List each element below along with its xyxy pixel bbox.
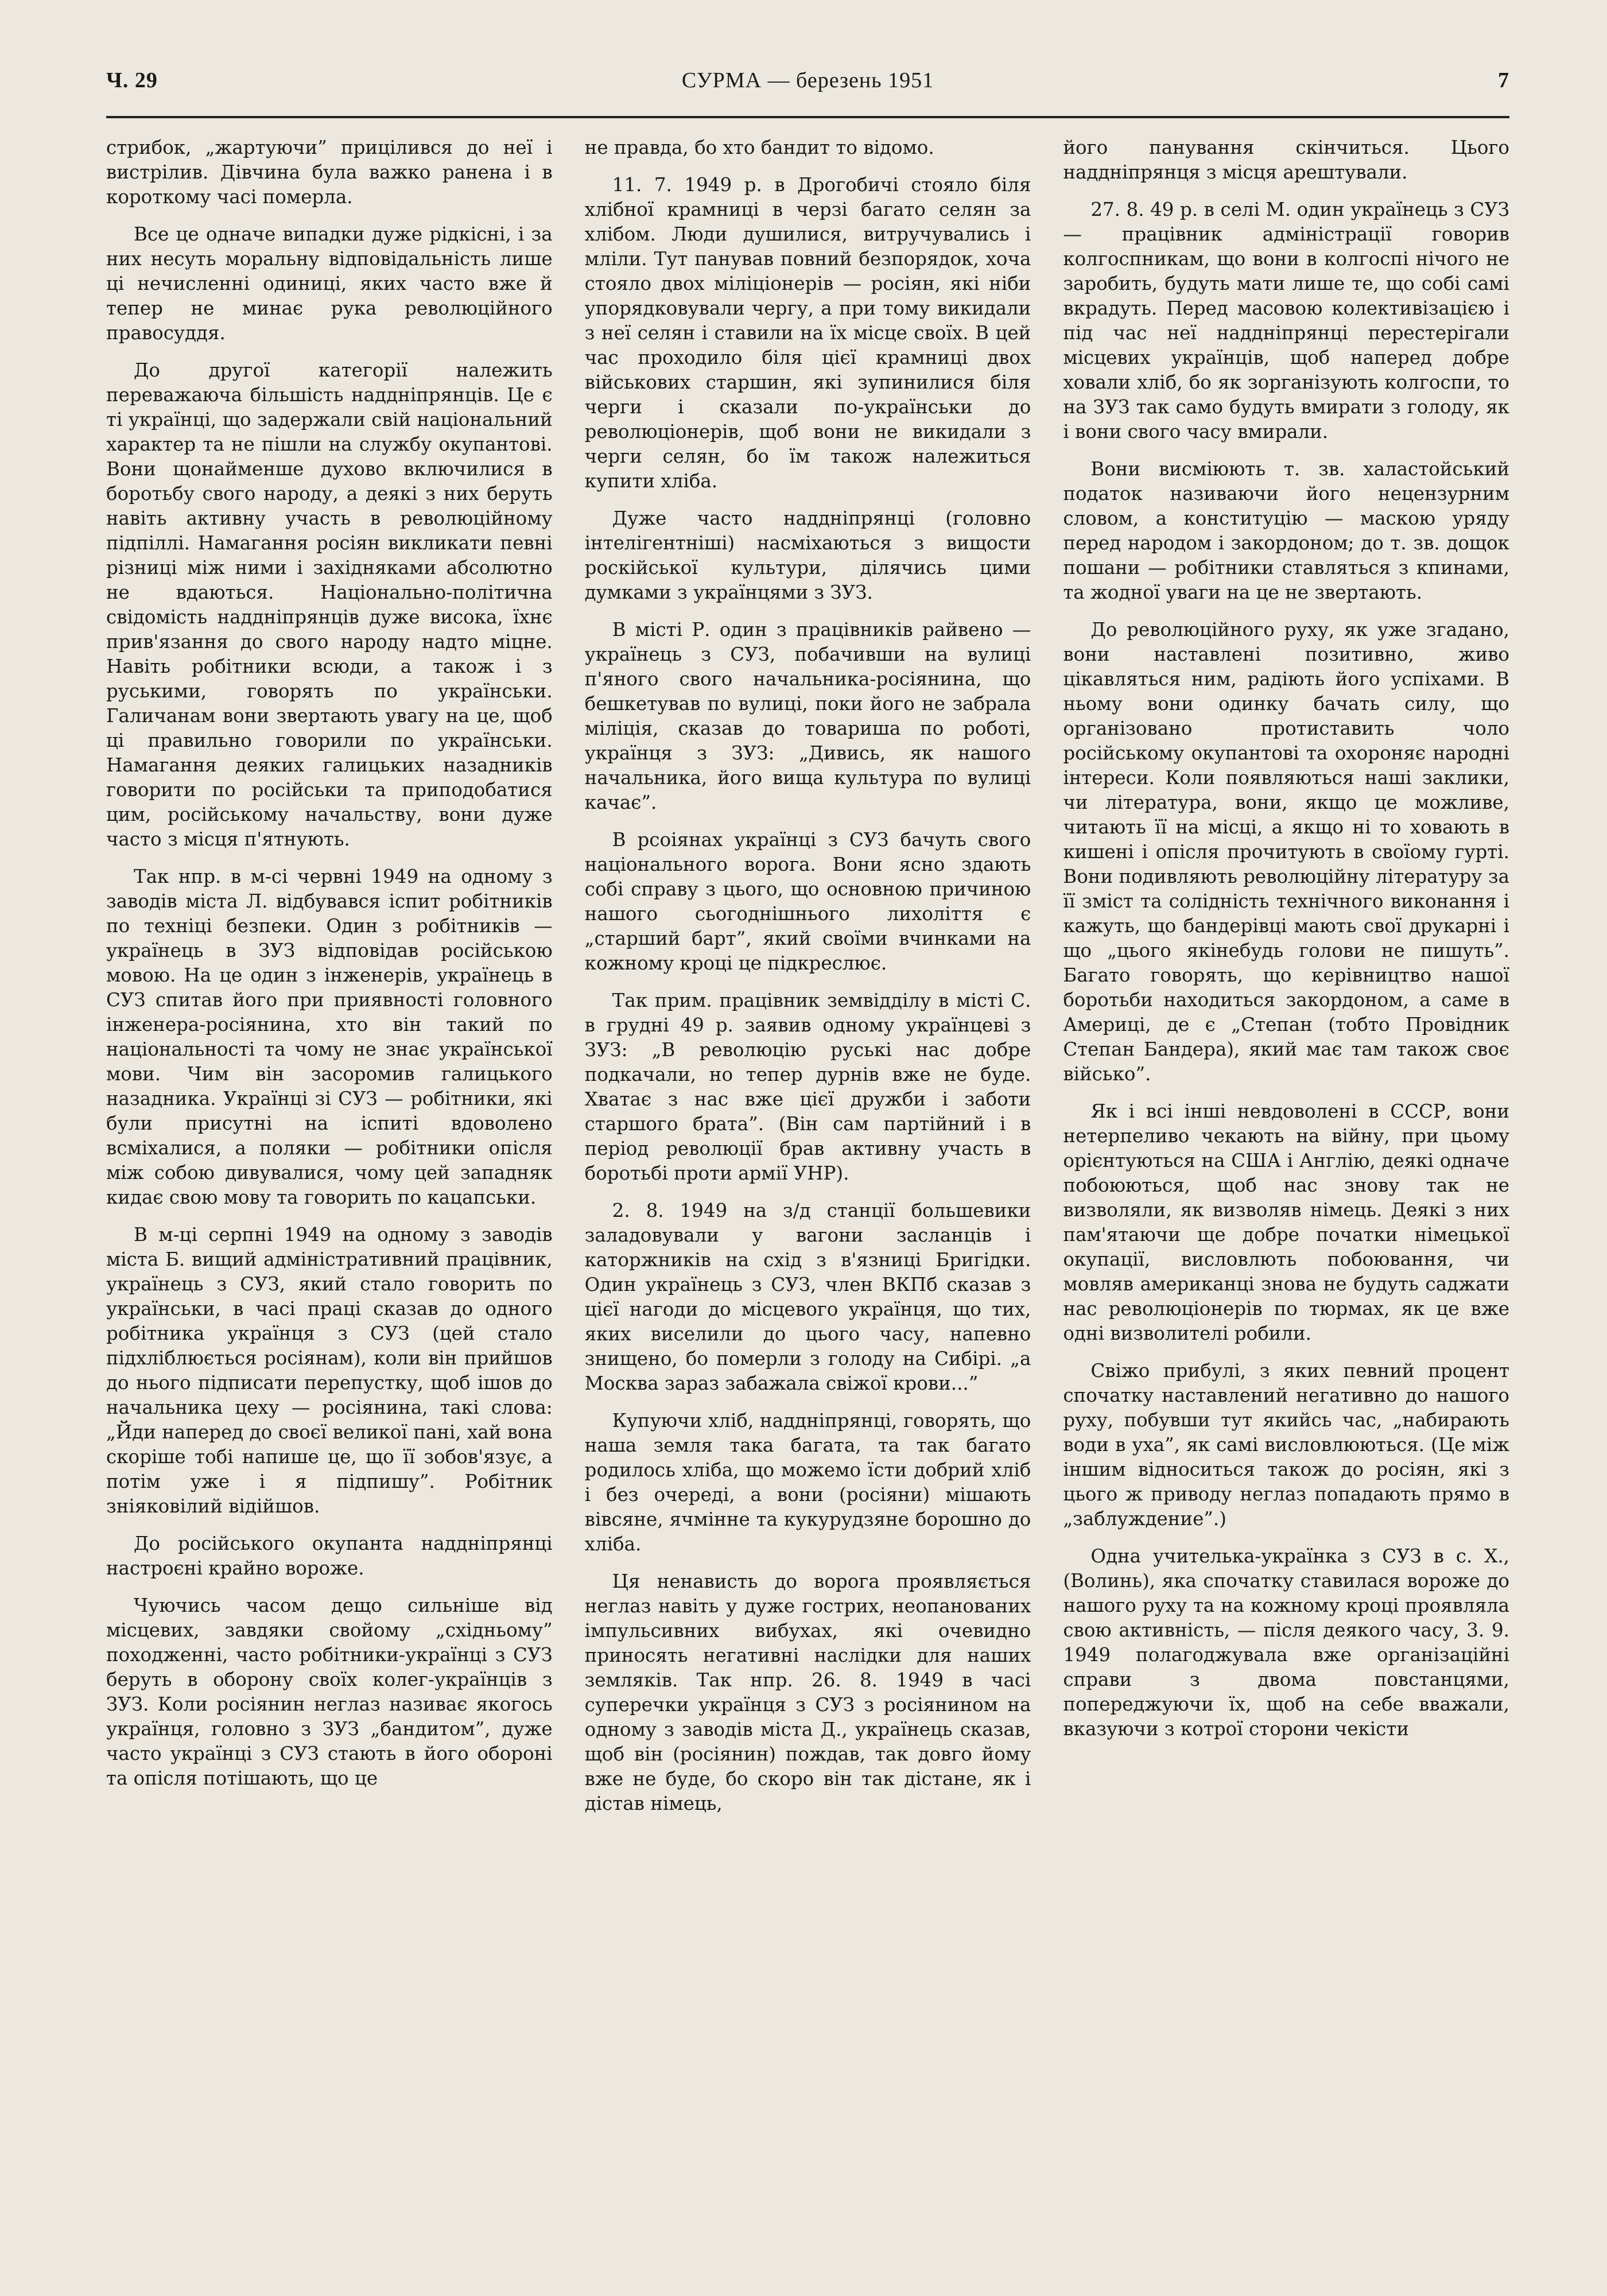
- paragraph: не правда, бо хто бандит то відомо.: [584, 137, 934, 158]
- paragraph: Все це одначе випадки дуже рідкісні, і за них несуть моральну відповідальність лише ці нечисленні одиниці, яких часто вже й тепер не минає рука революційного правосуддя.: [106, 223, 553, 344]
- page-number: 7: [1498, 68, 1509, 92]
- paragraph: стрибок, „жартуючи” прицілився до неї і вистрілив. Дівчина була важко ранена і в короткому часі померла.: [106, 137, 553, 208]
- paragraph: його панування скінчиться. Цього наддніпрянця з місця арештували.: [1063, 137, 1509, 183]
- paragraph: 27. 8. 49 р. в селі М. один українець з СУЗ — працівник адміністрації говорив колгоспникам, що вони в колгоспі нічого не заробить, будуть мати лише те, що собі самі вкрадуть. Перед масовою колективізацією і під час неї наддніпрянці перестерігали місцевих українців, щоб наперед добре ховали хліб, бо як зорганізують колгоспи, то на ЗУЗ так само будуть вмирати з голоду, як і вони свого часу вмирали.: [1063, 199, 1509, 443]
- paragraph: Так нпр. в м-сі червні 1949 на одному з заводів міста Л. відбувався іспит робітників по техніці безпеки. Один з робітників — українець в ЗУЗ відповідав російською мовою. На це один з інженерів, українець в СУЗ спитав його при приявності головного інженера-росіянина, хто він такий по національності та чому не знає української мови. Чим він засоромив галицького назадника. Українці зі СУЗ — робітники, які були присутні на іспиті вдоволено всміхалися, а поляки — робітники опісля між собою дивувалися, чому цей западняк кидає свою мову та говорить по кацапськи.: [106, 866, 553, 1208]
- paragraph: В рсоіянах українці з СУЗ бачуть свого національного ворога. Вони ясно здають собі справу з цього, що основною причиною нашого сьогоднішнього лихоліття є „старший барт”, який своїми вчинками на кожному кроці це підкреслює.: [584, 829, 1031, 974]
- masthead-date: СУРМА — березень 1951: [681, 68, 934, 92]
- column-1: [106, 135, 553, 2259]
- paragraph: Одна учителька-українка з СУЗ в с. Х., (Волинь), яка спочатку ставилася вороже до нашого руху та на кожному кроці проявляла свою активність, — після деякого часу, 3. 9. 1949 полагоджувала вже організаційні справи з двома повстанцями, попереджуючи їх, щоб на себе вважали, вказуючи з котрої сторони чекісти: [1063, 1545, 1509, 1740]
- column-3: [1063, 135, 1509, 2259]
- column-2: [585, 135, 1031, 2259]
- paragraph: Чуючись часом дещо сильніше від місцевих, завдяки свойому „східньому” походженні, часто робітники-українці з СУЗ беруть в оборону своїх колег-українців з ЗУЗ. Коли росіянин неглаз називає якогось українця, головно з ЗУЗ „бандитом”, дуже часто українці з СУЗ стають в його обороні та опісля потішають, що це: [106, 1595, 553, 1789]
- paragraph: В м-ці серпні 1949 на одному з заводів міста Б. вищий адміністративний працівник, українець з СУЗ, який стало говорить по українськи, в часі праці сказав до одного робітника українця з СУЗ (цей стало підхліблюється росіянам), коли він прийшов до нього підписати перепустку, щоб ішов до начальника цеху — росіянина, такі слова: „Йди наперед до своєї великої пані, хай вона скоріше тобі напише це, що її зобов'язує, а потім уже і я підпишу”. Робітник зніяковілий відійшов.: [106, 1224, 553, 1517]
- paragraph: 2. 8. 1949 на з/д станції большевики заладовували у вагони засланців і каторжників на схід з в'язниці Бригідки. Один українець з СУЗ, член ВКПб сказав з цієї нагоди до місцевого українця, що тих, яких виселили до цього часу, напевно знищено, бо померли з голоду на Сибірі. „а Москва зараз забажала свіжої крови...”: [584, 1200, 1031, 1394]
- paragraph: Ця ненависть до ворога проявляється неглаз навіть у дуже гострих, неопанованих імпульсивних вибухах, які очевидно приносять негативні наслідки для наших земляків. Так нпр. 26. 8. 1949 в часі суперечки українця з СУЗ з росіянином на одному з заводів міста Д., українець сказав, щоб він (росіянин) пождав, так довго йому вже не буде, бо скоро він так дістане, як і дістав німець,: [584, 1570, 1031, 1814]
- paragraph: Так прим. працівник земвідділу в місті С. в грудні 49 р. заявив одному українцеві з ЗУЗ: „В революцію руські нас добре подкачали, но тепер дурнів вже не буде. Хватає з нас вже цієї дружби і заботи старшого брата”. (Він сам партійний і в період революції брав активну участь в боротьбі проти армії УНР).: [584, 990, 1031, 1184]
- paragraph: Свіжо прибулі, з яких певний процент спочатку наставлений негативно до нашого руху, побувши тут якийсь час, „набирають води в уха”, як самі висловлюються. (Це між іншим відноситься також до росіян, які з цього ж приводу неглаз попадають прямо в „заблуждение”.): [1063, 1360, 1509, 1530]
- paragraph: Як і всі інші невдоволені в СССР, вони нетерпеливо чекають на війну, при цьому орієнтуються на США і Англію, деякі одначе побоюються, щоб нас знову так не визволяли, як визволяв німець. Деякі з них пам'ятаючи ще добре початки німецької окупації, висловлють побоювання, чи мовляв американці знова не будуть саджати нас революціонерів по тюрмах, як це вже одні визволителі робили.: [1063, 1100, 1509, 1344]
- issue-number: Ч. 29: [106, 68, 158, 92]
- paragraph: До російського окупанта наддніпрянці настроєні крайно вороже.: [106, 1533, 553, 1579]
- paragraph: До другої категорії належить переважаюча більшість наддніпрянців. Це є ті українці, що задержали свій національний характер та не пішли на службу окупантові. Вони щонайменше духово включилися в боротьбу свого народу, а деякі з них беруть навіть активну участь в революційному підпіллі. Намагання росіян викликати певні різниці між ними і західняками абсолютно не вдаються. Національно-політична свідомість наддніпрянців дуже висока, їхнє прив'язання до свого народу надто міцне. Навіть робітники всюди, а також і з руськими, говорять по українськи. Галичанам вони звертають увагу на це, щоб ці правильно говорили по українськи. Намагання деяких галицьких назадників говорити по російськи та приподобатися цим, російському начальству, вони дуже часто з місця п'ятнують.: [106, 359, 553, 850]
- paragraph: До революційного руху, як уже згадано, вони наставлені позитивно, живо цікавляться ним, радіють його успіхами. В ньому вони одинку бачать силу, що організовано протиставить чоло російському окупантові та охороняє народні інтереси. Коли появляються наші заклики, чи література, вони, якщо це можливе, читають її на місці, а якщо ні то ховають в кишені і опісля прочитують в своїому гурті. Вони подивляють революційну літературу за її зміст та солідність технічного виконання і кажуть, що бандерівці мають свої друкарні і що „цього якінебудь голови не пишуть”. Багато говорять, що керівництво нашої боротьби находиться закордоном, а саме в Америці, де є „Степан (тобто Провідник Степан Бандера), який має там також своє військо”.: [1063, 619, 1509, 1085]
- page-header: [106, 57, 1509, 103]
- paragraph: Купуючи хліб, наддніпрянці, говорять, що наша земля така багата, та так багато родилось хліба, що можемо їсти добрий хліб і без очереді, а вони (росіяни) мішають вівсяне, ячмінне та кукурудзяне борошно до хліба.: [584, 1410, 1031, 1555]
- article-columns: [106, 135, 1509, 2259]
- paragraph: 11. 7. 1949 р. в Дрогобичі стояло біля хлібної крамниці в черзі багато селян за хлібом. Люди душилися, витручувались і мліли. Тут панував повний безпорядок, хоча стояло двох міліціонерів — росіян, які ніби упорядковували чергу, а при тому викидали з неї селян і ставили на їх місце своїх. В цей час проходило біля цієї крамниці двох військових старшин, які зупинилися біля черги і сказали по-українськи до революціонерів, щоб вони не викидали з черги селян, бо їм також належиться купити хліба.: [584, 174, 1031, 492]
- paragraph: Вони висміюють т. зв. халастойський податок називаючи його нецензурним словом, а конституцію — маскою уряду перед народом і закордоном; до т. зв. дощок пошани — робітники ставляться з кпинами, та жодної уваги на це не звертають.: [1063, 458, 1509, 603]
- paragraph: В місті Р. один з працівників райвено — українець з СУЗ, побачивши на вулиці п'яного свого начальника-росіянина, що бешкетував по вулиці, поки його не забрала міліція, сказав до товариша по роботі, українця з ЗУЗ: „Дивись, як нашого начальника, його вища культура по вулиці качає”.: [584, 619, 1031, 813]
- paragraph: Дуже часто наддніпрянці (головно інтелігентніші) насміхаються з вищости роскійської культури, ділячись цими думками з українцями з ЗУЗ.: [584, 507, 1031, 603]
- header-rule: [106, 116, 1509, 118]
